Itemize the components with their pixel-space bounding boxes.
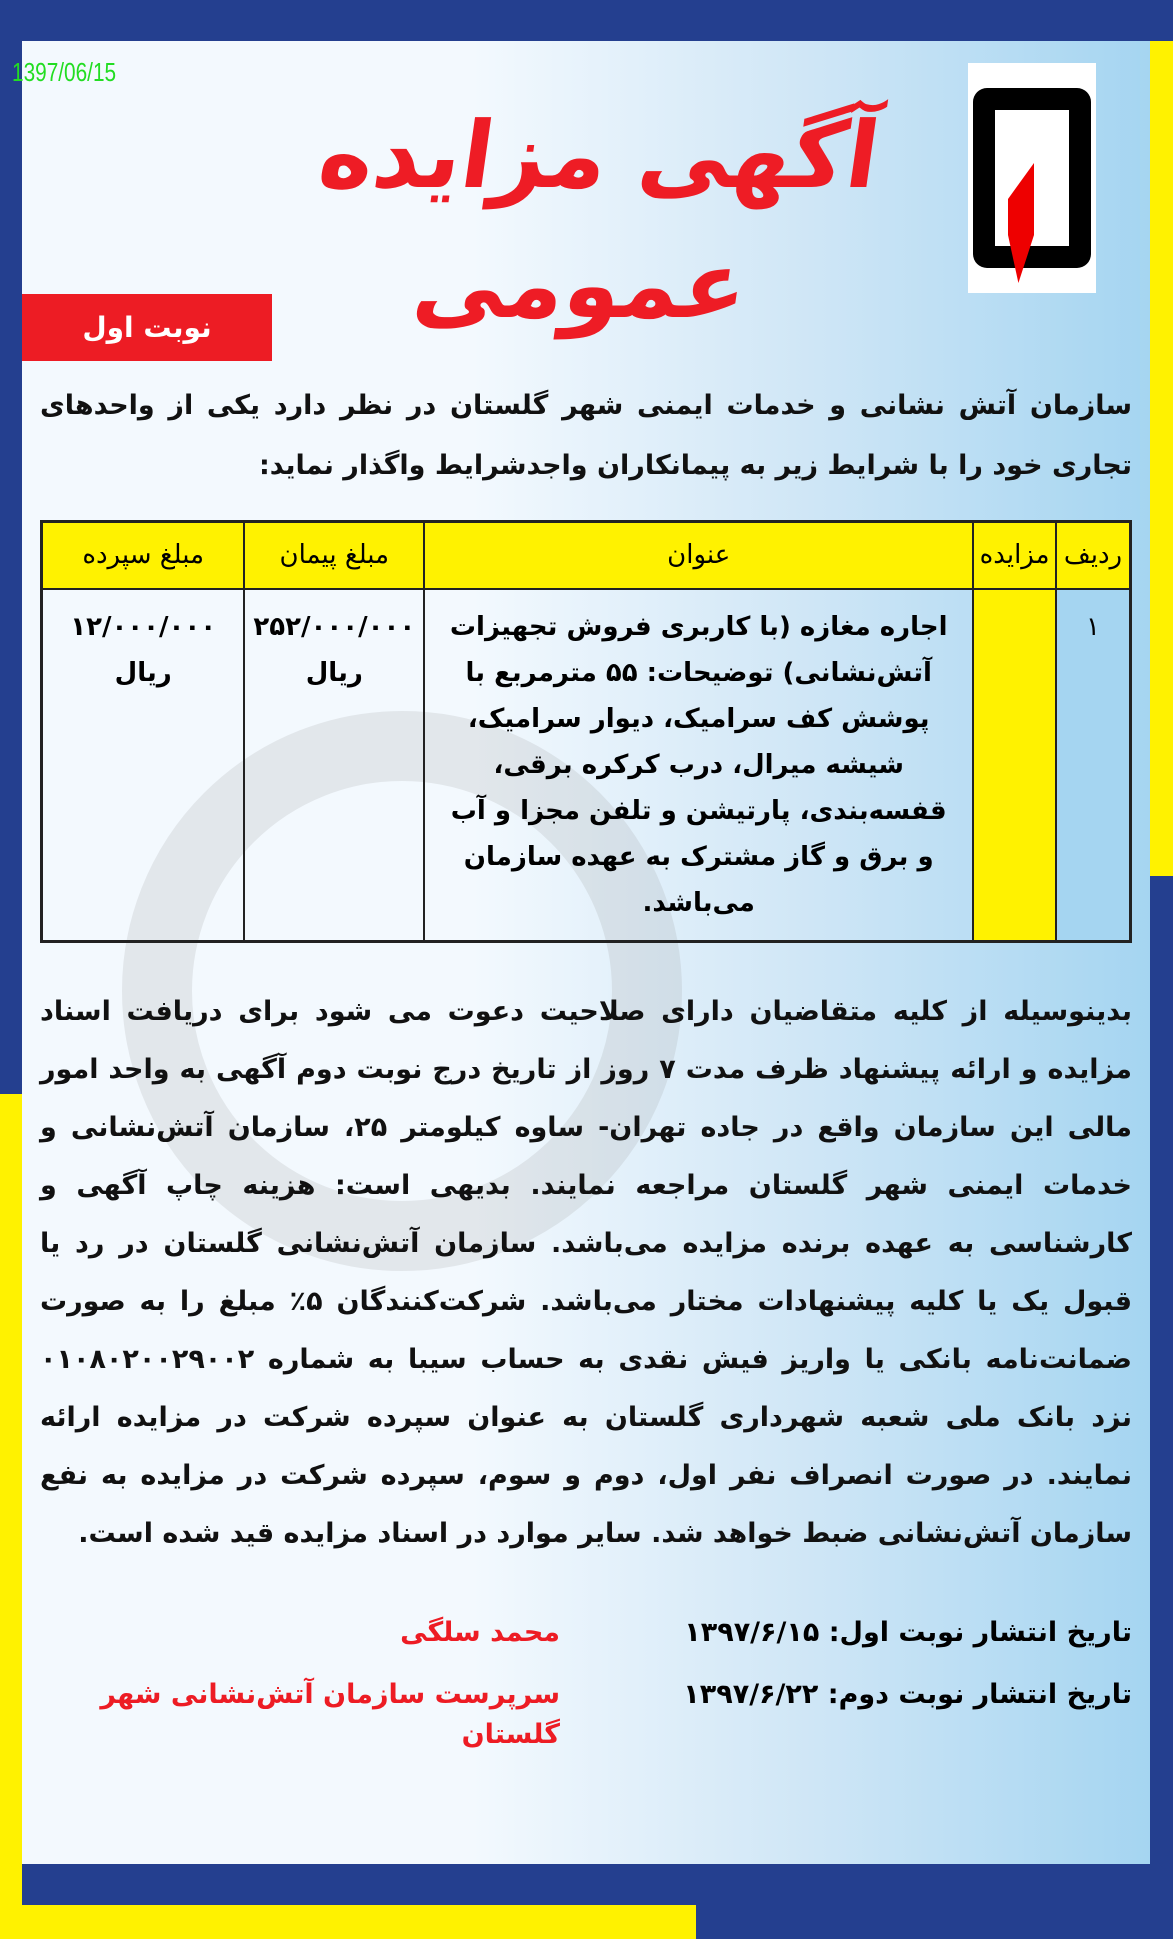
cell-row: ۱ bbox=[1056, 589, 1131, 942]
body-paragraph: بدینوسیله از کلیه متقاضیان دارای صلاحیت دعوت می شود برای دریافت اسناد مزایده و ارائه پیشنهاد ظرف مدت ۷ روز از تاریخ درج نوبت دوم آگهی به واحد امور مالی این سازمان واقع در جاده تهران- ساوه کیلومتر ۲۵، سازمان آتش‌نشانی و خدمات ایمنی شهر گلستان مراجعه نمایند. بدیهی است: هزینه چاپ آگهی و کارشناسی به عهده برنده مزایده می‌باشد. سازمان آتش‌نشانی گلستان در رد یا قبول یک یا کلیه پیشنهادات مختار می‌باشد. شرکت‌کنندگان ۵٪ مبلغ را به صورت ضمانت‌نامه بانکی یا واریز فیش نقدی به حساب سیبا به شماره ۰۱۰۸۰۲۰۰۲۹۰۰۲ نزد بانک ملی شعبه شهرداری گلستان به عنوان سپرده شرکت در مزایده ارائه نمایند. در صورت انصراف نفر اول، دوم و سوم، سپرده شرکت در مزایده به نفع سازمان آتش‌نشانی ضبط خواهد شد. سایر موارد در اسناد مزایده قید شده است. bbox=[40, 995, 1133, 1549]
col-row: ردیف bbox=[1056, 522, 1131, 589]
frame-bottom-yellow bbox=[0, 1905, 696, 1939]
fire-department-logo-icon bbox=[968, 63, 1096, 293]
publish-date-first: تاریخ انتشار نوبت اول: ۱۳۹۷/۶/۱۵ bbox=[684, 1616, 1132, 1648]
cell-auction bbox=[973, 589, 1056, 942]
col-contract-amount: مبلغ پیمان bbox=[244, 522, 424, 589]
date-stamp: 1397/06/15 bbox=[12, 57, 117, 87]
notice-panel bbox=[22, 41, 1150, 1864]
publish-dates bbox=[683, 1613, 1132, 1755]
col-auction: مزایده bbox=[973, 522, 1056, 589]
table-header bbox=[42, 522, 1131, 589]
footer bbox=[40, 1613, 1132, 1755]
frame-right-yellow bbox=[1150, 41, 1173, 876]
page-title: آگهی مزایده عمومی bbox=[312, 102, 887, 339]
intro-paragraph: سازمان آتش نشانی و خدمات ایمنی شهر گلستان در نظر دارد یکی از واحدهای تجاری خود را با شرایط زیر به پیمانکاران واجدشرایط واگذار نماید: bbox=[40, 390, 1132, 481]
signer-name: محمد سلگی bbox=[400, 1616, 560, 1648]
cell-contract-amount: ۲۵۲/۰۰۰/۰۰۰ ریال bbox=[244, 589, 424, 942]
cell-deposit-amount: ۱۲/۰۰۰/۰۰۰ ریال bbox=[42, 589, 245, 942]
cell-subject: اجاره مغازه (با کاربری فروش تجهیزات آتش‌نشانی) توضیحات: ۵۵ مترمربع با پوشش کف سرامیک، دیوار سرامیک، شیشه میرال، درب کرکره برقی، قفسه‌بندی، پارتیشن و تلفن مجزا و آب و برق و گاز مشترک به عهده سازمان می‌باشد. bbox=[424, 589, 973, 942]
signature bbox=[40, 1613, 560, 1755]
table-row bbox=[42, 589, 1131, 942]
header bbox=[40, 41, 1132, 376]
col-deposit-amount: مبلغ سپرده bbox=[42, 522, 245, 589]
frame-left-yellow bbox=[0, 1094, 22, 1939]
publish-date-second: تاریخ انتشار نوبت دوم: ۱۳۹۷/۶/۲۲ bbox=[683, 1678, 1132, 1710]
col-subject: عنوان bbox=[424, 522, 973, 589]
auction-table bbox=[40, 520, 1132, 943]
signer-title: سرپرست سازمان آتش‌نشانی شهر گلستان bbox=[100, 1678, 560, 1750]
round-badge: نوبت اول bbox=[22, 294, 272, 361]
